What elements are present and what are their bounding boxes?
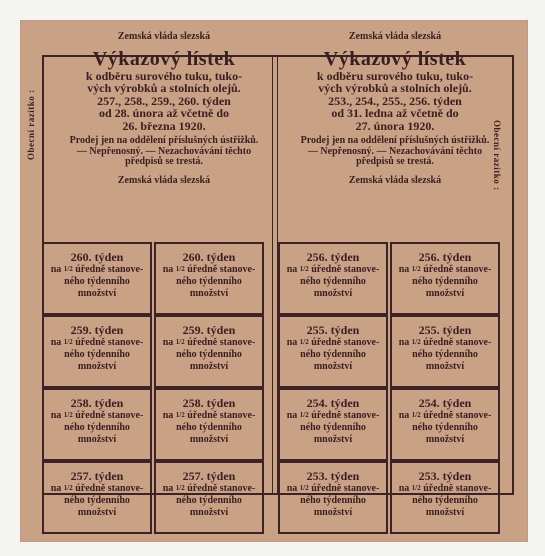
right-sale2: — Nepřenosný. — Nezachovávání těchto: [307, 145, 483, 157]
coupon-week: 253. týden: [418, 469, 472, 483]
coupon-fraction: 1/2: [411, 411, 421, 419]
coupon[interactable]: [154, 388, 264, 461]
left-gov-top: Zemská vláda slezská: [117, 31, 211, 42]
coupon-fraction: 1/2: [299, 265, 309, 273]
coupon-week: 259. týden: [70, 323, 124, 337]
coupon-pre: na: [50, 410, 62, 421]
coupon-fraction: 1/2: [63, 338, 73, 346]
coupon-line2: ného týdenního: [64, 349, 130, 360]
coupon-pre: na: [286, 337, 298, 348]
left-weeks: 257., 258., 259., 260. týden: [97, 93, 231, 108]
coupon[interactable]: [42, 242, 152, 315]
coupon-line2: ného týdenního: [412, 495, 478, 506]
coupon-pre: na: [162, 483, 174, 494]
coupon-line3: množství: [77, 288, 117, 299]
coupon-line3: množství: [189, 361, 229, 372]
right-sale1: Prodej jen na oddělení příslušných ústřižků.: [300, 135, 490, 147]
coupon-l1: úředně stanove-: [311, 264, 380, 275]
coupon-pre: na: [398, 337, 410, 348]
coupon-week: 260. týden: [182, 250, 236, 264]
coupon-line1: [156, 411, 262, 421]
coupon-line3: množství: [189, 507, 229, 518]
coupon-week: 255. týden: [418, 323, 472, 337]
coupon[interactable]: [42, 388, 152, 461]
coupon-line1: [156, 338, 262, 348]
coupon-line1: [392, 411, 498, 421]
coupon[interactable]: [278, 388, 388, 461]
coupon-week: 256. týden: [418, 250, 472, 264]
coupon-line3: množství: [189, 434, 229, 445]
left-title: Výkazový lístek: [92, 47, 236, 70]
coupon-fraction: 1/2: [411, 338, 421, 346]
coupon-week: 256. týden: [306, 250, 360, 264]
coupon[interactable]: [42, 315, 152, 388]
coupon-l1: úředně stanove-: [423, 337, 492, 348]
coupon-pre: na: [162, 264, 174, 275]
coupon-pre: na: [50, 337, 62, 348]
coupon-pre: na: [398, 264, 410, 275]
coupon[interactable]: [154, 315, 264, 388]
coupon-line3: množství: [425, 434, 465, 445]
coupon[interactable]: [278, 461, 388, 534]
coupon-l1: úředně stanove-: [75, 410, 144, 421]
coupon-line2: ného týdenního: [300, 422, 366, 433]
municipal-stamp-label-right: Obecní razítko :: [492, 120, 502, 191]
coupon-line2: ného týdenního: [412, 422, 478, 433]
coupon-l1: úředně stanove-: [187, 337, 256, 348]
coupon-line2: ného týdenního: [64, 495, 130, 506]
coupon-pre: na: [286, 483, 298, 494]
coupon[interactable]: [154, 242, 264, 315]
coupon-fraction: 1/2: [299, 411, 309, 419]
coupon-week: 257. týden: [70, 469, 124, 483]
right-gov-bottom: Zemská vláda slezská: [348, 174, 442, 186]
coupon[interactable]: [278, 315, 388, 388]
coupon-week: 255. týden: [306, 323, 360, 337]
coupon-l1: úředně stanove-: [311, 410, 380, 421]
coupon-fraction: 1/2: [411, 484, 421, 492]
coupon-line3: množství: [77, 361, 117, 372]
coupon-line1: [44, 411, 150, 421]
coupon-l1: úředně stanove-: [75, 337, 144, 348]
coupon-line3: množství: [313, 434, 353, 445]
coupon-l1: úředně stanove-: [311, 483, 380, 494]
coupon-pre: na: [286, 264, 298, 275]
coupon[interactable]: [390, 315, 500, 388]
coupon-pre: na: [286, 410, 298, 421]
coupon[interactable]: [42, 461, 152, 534]
coupon-pre: na: [398, 483, 410, 494]
coupon-week: 253. týden: [306, 469, 360, 483]
coupon-line3: množství: [313, 288, 353, 299]
left-sale2: — Nepřenosný. — Nezachovávání těchto: [76, 145, 252, 157]
coupon-fraction: 1/2: [299, 338, 309, 346]
coupon-grid: [42, 242, 514, 534]
coupon-l1: úředně stanove-: [187, 483, 256, 494]
right-line1: k odběru surového tuku, tuko-: [316, 68, 474, 83]
coupon-line3: množství: [425, 288, 465, 299]
left-sale1: Prodej jen na oddělení příslušných ústřižků.: [69, 135, 259, 147]
left-gov-bottom: Zemská vláda slezská: [117, 174, 211, 186]
left-date2: 26. března 1920.: [122, 118, 206, 133]
coupon-l1: úředně stanove-: [187, 264, 256, 275]
coupon-line3: množství: [425, 361, 465, 372]
right-gov-top: Zemská vláda slezská: [348, 31, 442, 42]
left-sale3: předpisů se trestá.: [125, 156, 203, 168]
coupon-line2: ného týdenního: [300, 349, 366, 360]
coupon-fraction: 1/2: [175, 265, 185, 273]
left-line1: k odběru surového tuku, tuko-: [85, 68, 243, 83]
coupon-line1: [280, 484, 386, 494]
right-line2: vých výrobků a stolních olejů.: [318, 81, 472, 96]
coupon-line2: ného týdenního: [300, 495, 366, 506]
coupon-line1: [44, 265, 150, 275]
coupon-line1: [280, 338, 386, 348]
coupon-fraction: 1/2: [411, 265, 421, 273]
coupon-fraction: 1/2: [299, 484, 309, 492]
coupon-fraction: 1/2: [175, 411, 185, 419]
coupon[interactable]: [390, 388, 500, 461]
coupon-pre: na: [162, 337, 174, 348]
coupon-l1: úředně stanove-: [187, 410, 256, 421]
left-line2: vých výrobků a stolních olejů.: [87, 81, 241, 96]
coupon-week: 257. týden: [182, 469, 236, 483]
coupon-line2: ného týdenního: [412, 349, 478, 360]
coupon-pre: na: [162, 410, 174, 421]
coupon-line3: množství: [77, 434, 117, 445]
municipal-stamp-label-left: Obecní razítko :: [26, 89, 36, 160]
coupon-week: 254. týden: [306, 396, 360, 410]
right-date2: 27. února 1920.: [355, 118, 435, 133]
coupon-fraction: 1/2: [175, 484, 185, 492]
coupon-line2: ného týdenního: [176, 495, 242, 506]
coupon-line3: množství: [189, 288, 229, 299]
coupon-week: 259. týden: [182, 323, 236, 337]
ration-card: [20, 20, 528, 542]
right-title: Výkazový lístek: [323, 47, 467, 70]
coupon-line3: množství: [425, 507, 465, 518]
coupon[interactable]: [390, 461, 500, 534]
coupon-line1: [44, 484, 150, 494]
coupon[interactable]: [154, 461, 264, 534]
coupon-line1: [156, 484, 262, 494]
coupon-fraction: 1/2: [63, 484, 73, 492]
coupon-line1: [280, 411, 386, 421]
coupon-pre: na: [50, 264, 62, 275]
coupon-line1: [392, 265, 498, 275]
coupon-fraction: 1/2: [175, 338, 185, 346]
coupon-pre: na: [398, 410, 410, 421]
right-header: [284, 30, 506, 186]
coupon-line2: ného týdenního: [64, 422, 130, 433]
coupon-line2: ného týdenního: [176, 276, 242, 287]
right-sale3: předpisů se trestá.: [356, 156, 434, 168]
coupon[interactable]: [278, 242, 388, 315]
coupon-line2: ného týdenního: [176, 422, 242, 433]
coupon-line3: množství: [313, 361, 353, 372]
coupon-line2: ného týdenního: [300, 276, 366, 287]
coupon-l1: úředně stanove-: [75, 264, 144, 275]
coupon-week: 254. týden: [418, 396, 472, 410]
coupon-l1: úředně stanove-: [75, 483, 144, 494]
coupon-line2: ného týdenního: [176, 349, 242, 360]
coupon-line2: ného týdenního: [64, 276, 130, 287]
coupon-line1: [156, 265, 262, 275]
coupon-line3: množství: [313, 507, 353, 518]
coupon-fraction: 1/2: [63, 411, 73, 419]
coupon-line1: [280, 265, 386, 275]
coupon-line1: [392, 484, 498, 494]
coupon-fraction: 1/2: [63, 265, 73, 273]
coupon-week: 258. týden: [182, 396, 236, 410]
coupon-l1: úředně stanove-: [423, 410, 492, 421]
coupon-line3: množství: [77, 507, 117, 518]
right-date1: od 31. ledna až včetně do: [331, 106, 459, 121]
coupon-week: 258. týden: [70, 396, 124, 410]
right-weeks: 253., 254., 255., 256. týden: [328, 93, 462, 108]
coupon-l1: úředně stanove-: [423, 264, 492, 275]
coupon-week: 260. týden: [70, 250, 124, 264]
coupon-line2: ného týdenního: [412, 276, 478, 287]
left-date1: od 28. února až včetně do: [99, 106, 229, 121]
coupon[interactable]: [390, 242, 500, 315]
coupon-line1: [392, 338, 498, 348]
left-header: [58, 30, 270, 186]
coupon-line1: [44, 338, 150, 348]
coupon-pre: na: [50, 483, 62, 494]
coupon-l1: úředně stanove-: [423, 483, 492, 494]
coupon-l1: úředně stanove-: [311, 337, 380, 348]
